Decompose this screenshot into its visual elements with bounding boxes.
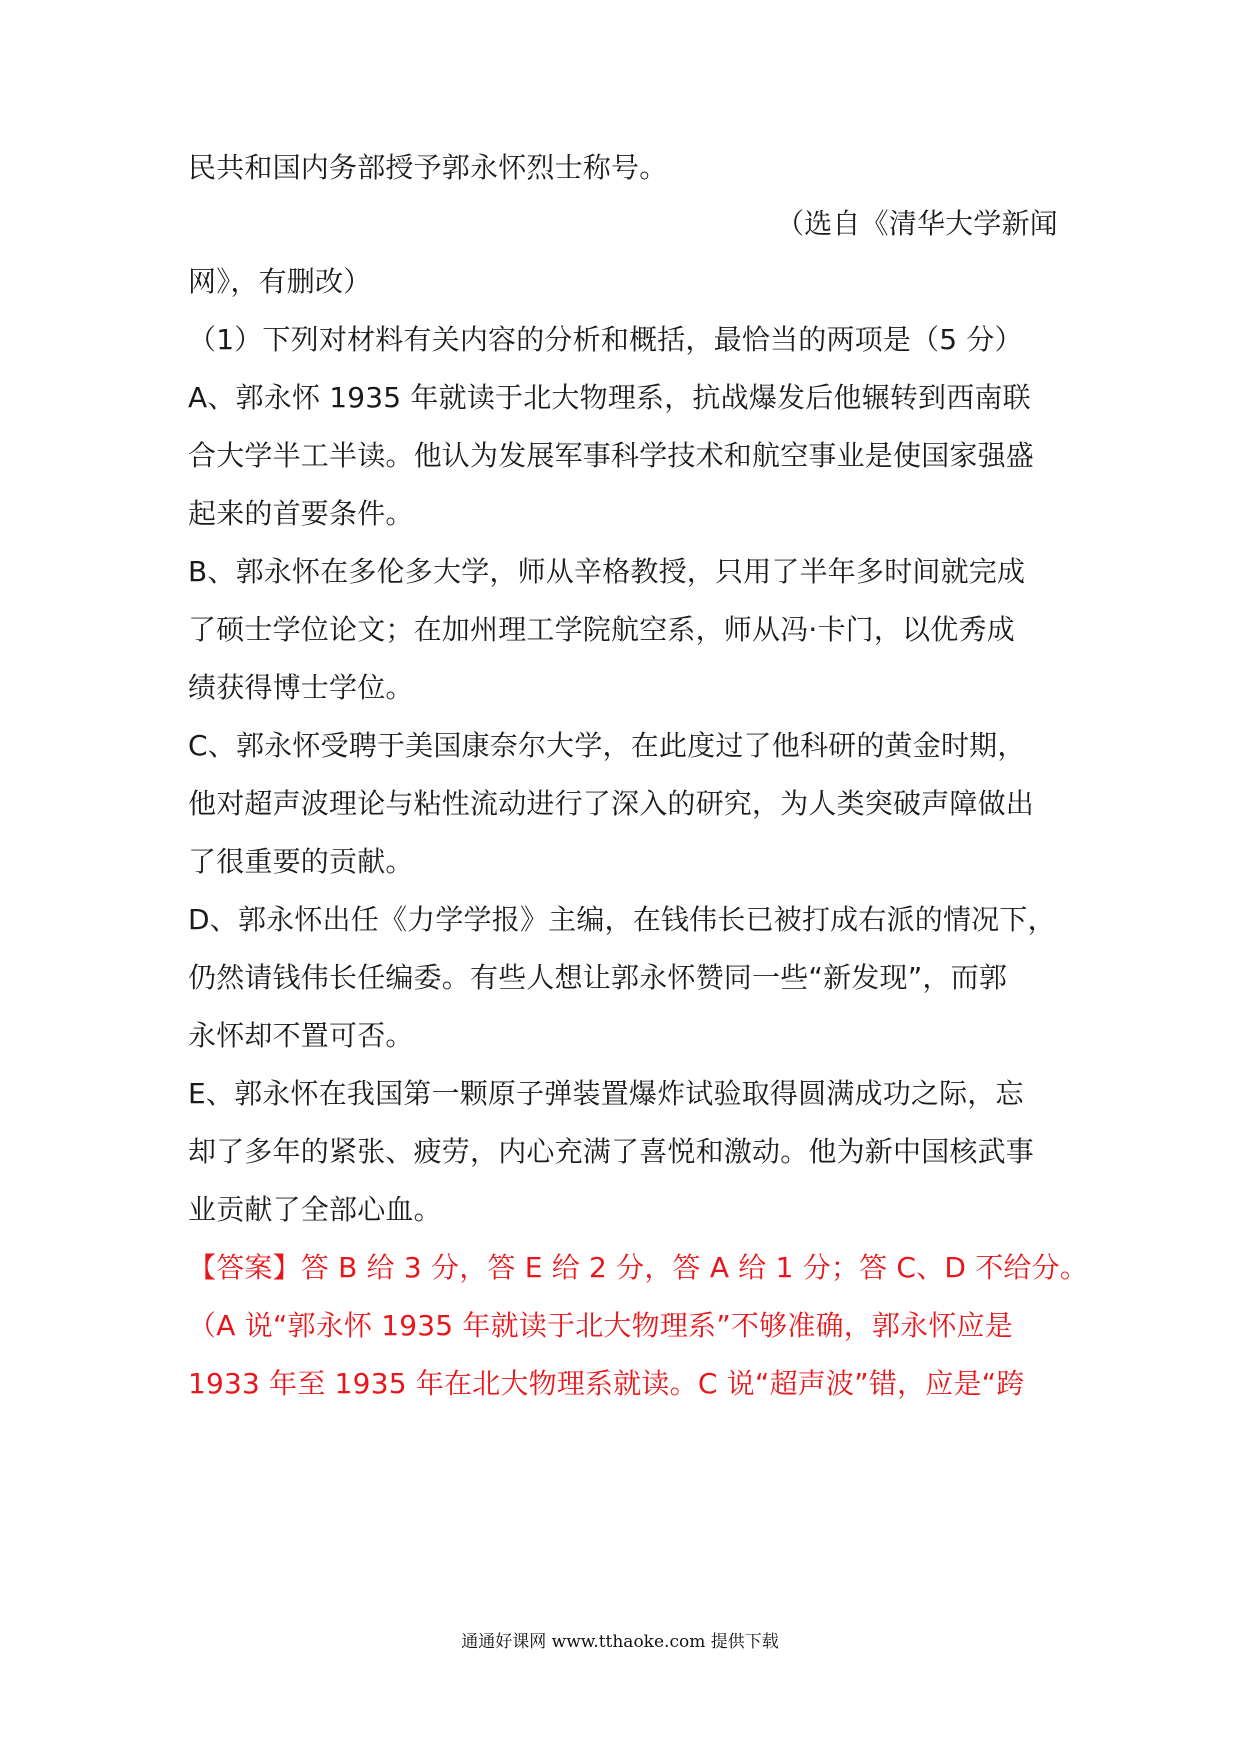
option-d-line: D、郭永怀出任《力学学报》主编，在钱伟长已被打成右派的情况下， (188, 903, 1056, 936)
answer-line: 【答案】答 B 给 3 分，答 E 给 2 分，答 A 给 1 分；答 C、D 不给分。 (188, 1251, 1089, 1284)
option-d-line: 永怀却不置可否。 (188, 1019, 414, 1052)
option-c-line: C、郭永怀受聘于美国康奈尔大学，在此度过了他科研的黄金时期， (188, 729, 1026, 762)
option-c-line: 他对超声波理论与粘性流动进行了深入的研究，为人类突破声障做出 (188, 787, 1035, 820)
answer-explanation-line: （A 说“郭永怀 1935 年就读于北大物理系”不够准确，郭永怀应是 (188, 1309, 1013, 1342)
option-b-line: B、郭永怀在多伦多大学，师从辛格教授，只用了半年多时间就完成 (188, 555, 1026, 588)
option-e-line: 却了多年的紧张、疲劳，内心充满了喜悦和激动。他为新中国核武事 (188, 1135, 1035, 1168)
option-d-line: 仍然请钱伟长任编委。有些人想让郭永怀赞同一些“新发现”，而郭 (188, 961, 1008, 994)
option-a-line: A、郭永怀 1935 年就读于北大物理系，抗战爆发后他辗转到西南联 (188, 381, 1031, 414)
option-c-line: 了很重要的贡献。 (188, 845, 414, 878)
option-b-line: 绩获得博士学位。 (188, 671, 414, 704)
option-a-line: 合大学半工半读。他认为发展军事科学技术和航空事业是使国家强盛 (188, 439, 1035, 472)
option-b-line: 了硕士学位论文；在加州理工学院航空系，师从冯·卡门，以优秀成 (188, 613, 1015, 646)
source-citation-cont: 网》，有删改） (188, 265, 372, 298)
question-stem: （1）下列对材料有关内容的分析和概括，最恰当的两项是（5 分） (188, 323, 1023, 356)
answer-explanation-line: 1933 年至 1935 年在北大物理系就读。C 说“超声波”错，应是“跨 (188, 1367, 1025, 1400)
footer-watermark: 通通好课网 www.tthaoke.com 提供下载 (461, 1632, 779, 1652)
option-e-line: 业贡献了全部心血。 (188, 1193, 442, 1226)
source-citation: （选自《清华大学新闻 (775, 207, 1058, 240)
option-a-line: 起来的首要条件。 (188, 497, 414, 530)
option-e-line: E、郭永怀在我国第一颗原子弹装置爆炸试验取得圆满成功之际，忘 (188, 1077, 1024, 1110)
text-line: 民共和国内务部授予郭永怀烈士称号。 (188, 151, 668, 184)
